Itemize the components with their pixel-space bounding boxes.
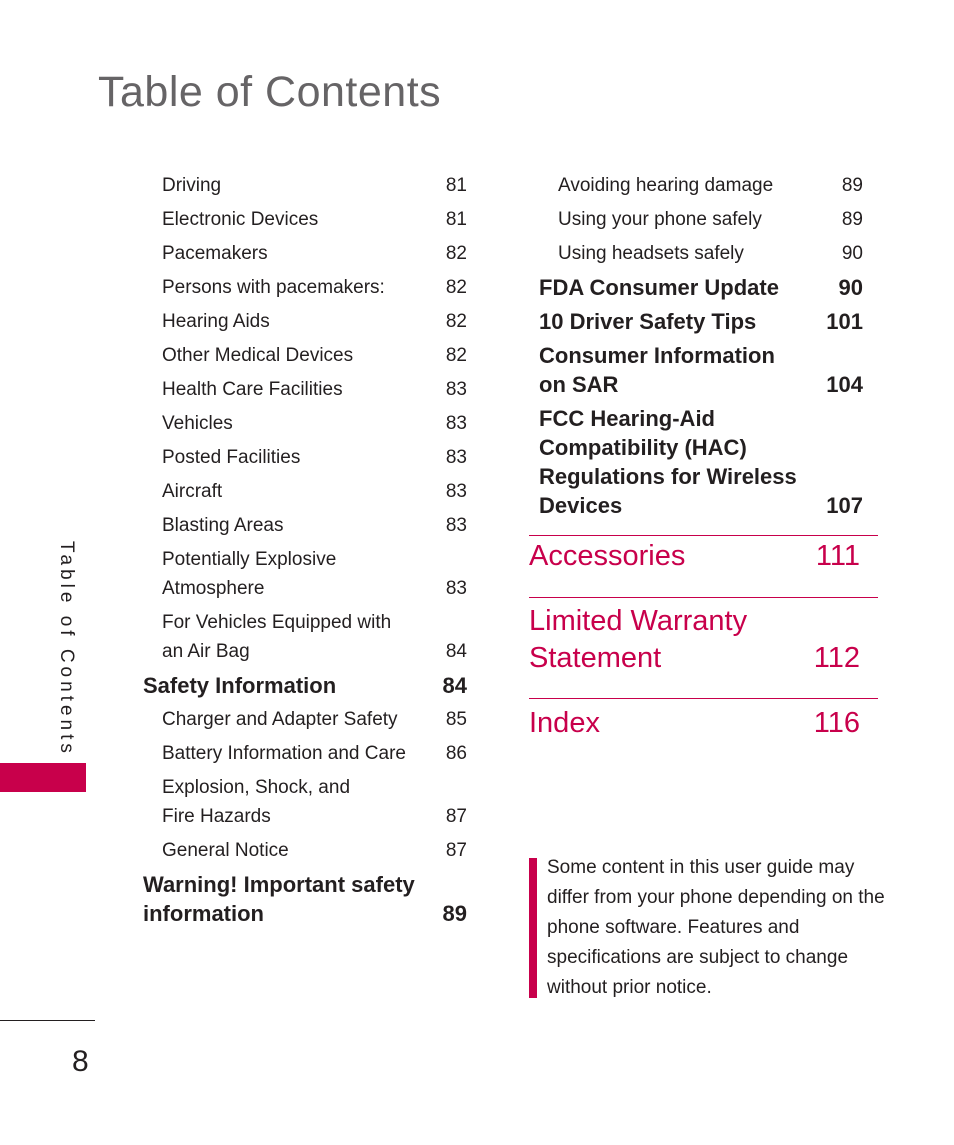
chapter-label: Accessories — [529, 540, 686, 572]
toc-entry-page: 83 — [445, 515, 467, 536]
toc-entry-label: Explosion, Shock, and Fire Hazards — [162, 777, 351, 827]
toc-entry-label: FDA Consumer Update — [539, 275, 779, 300]
toc-entry[interactable] — [143, 307, 467, 336]
toc-entry-label: General Notice — [162, 840, 289, 861]
toc-entry-label: Avoiding hearing damage — [558, 175, 774, 196]
toc-right-column — [539, 166, 863, 525]
toc-entry-page: 82 — [445, 243, 467, 264]
page-number: 8 — [72, 1045, 89, 1078]
toc-entry-page: 82 — [445, 345, 467, 366]
toc-entry[interactable] — [143, 409, 467, 438]
toc-entry-page: 89 — [841, 175, 863, 196]
toc-entry-label: Potentially Explosive Atmosphere — [162, 549, 337, 599]
toc-entry-page: 107 — [826, 493, 863, 518]
toc-section-entry[interactable] — [143, 671, 467, 700]
toc-entry[interactable] — [143, 705, 467, 734]
chapter-label: Index — [529, 707, 600, 739]
toc-entry-page: 90 — [838, 275, 863, 300]
toc-entry-page: 90 — [841, 243, 863, 264]
toc-entry-label: FCC Hearing-Aid Compatibility (HAC) Regulations for Wireless Devices — [539, 406, 797, 518]
chapter-page: 111 — [815, 540, 860, 572]
toc-entry-page: 83 — [445, 578, 467, 599]
chapter-limited-warranty[interactable] — [529, 603, 878, 677]
toc-entry[interactable] — [143, 773, 467, 831]
toc-entry-label: Other Medical Devices — [162, 345, 354, 366]
toc-entry-label: Safety Information — [143, 673, 337, 698]
toc-entry-page: 83 — [445, 481, 467, 502]
toc-entry-page: 81 — [445, 209, 467, 230]
toc-entry-label: Charger and Adapter Safety — [162, 709, 398, 730]
chapter-accessories[interactable] — [529, 538, 878, 575]
toc-entry-label: Aircraft — [162, 481, 223, 502]
toc-entry[interactable] — [143, 205, 467, 234]
toc-entry-page: 101 — [826, 309, 863, 334]
toc-entry-label: 10 Driver Safety Tips — [539, 309, 757, 334]
chapter-index[interactable] — [529, 705, 878, 742]
section-divider — [529, 535, 878, 536]
toc-entry-label: Using your phone safely — [558, 209, 762, 230]
section-divider — [529, 698, 878, 699]
side-section-tab — [0, 763, 86, 792]
toc-entry-label: Health Care Facilities — [162, 379, 343, 400]
toc-entry[interactable] — [143, 545, 467, 603]
toc-entry-page: 81 — [445, 175, 467, 196]
toc-entry-page: 84 — [442, 673, 467, 698]
chapter-entry[interactable] — [529, 538, 878, 575]
toc-entry-label: For Vehicles Equipped with an Air Bag — [162, 612, 392, 662]
toc-entry[interactable] — [143, 273, 467, 302]
footer-divider — [0, 1020, 95, 1021]
toc-entry-label: Persons with pacemakers: — [162, 277, 385, 298]
toc-entry[interactable] — [143, 239, 467, 268]
toc-entry[interactable] — [143, 836, 467, 865]
toc-entry-page: 82 — [445, 311, 467, 332]
toc-entry-page: 89 — [442, 901, 467, 926]
toc-entry-label: Driving — [162, 175, 222, 196]
toc-section-entry[interactable] — [539, 307, 863, 336]
toc-entry[interactable] — [143, 341, 467, 370]
chapter-label: Limited Warranty Statement — [529, 605, 748, 674]
toc-entry[interactable] — [143, 739, 467, 768]
chapter-page: 116 — [813, 707, 860, 739]
toc-entry-page: 83 — [445, 447, 467, 468]
toc-entry-label: Consumer Information on SAR — [539, 343, 775, 397]
toc-entry-page: 104 — [826, 372, 863, 397]
toc-entry-label: Blasting Areas — [162, 515, 284, 536]
toc-entry[interactable] — [539, 171, 863, 200]
toc-entry-page: 83 — [445, 379, 467, 400]
toc-entry-page: 82 — [445, 277, 467, 298]
toc-section-entry[interactable] — [539, 273, 863, 302]
toc-entry-page: 85 — [445, 709, 467, 730]
toc-entry[interactable] — [143, 443, 467, 472]
toc-entry-page: 84 — [445, 641, 467, 662]
toc-left-column — [143, 166, 467, 933]
toc-entry-label: Warning! Important safety information — [143, 872, 415, 926]
section-divider — [529, 597, 878, 598]
toc-entry-page: 86 — [445, 743, 467, 764]
toc-entry[interactable] — [143, 477, 467, 506]
toc-entry-label: Using headsets safely — [558, 243, 744, 264]
page-title: Table of Contents — [98, 68, 442, 116]
toc-entry-label: Pacemakers — [162, 243, 268, 264]
toc-entry-page: 87 — [445, 806, 467, 827]
toc-entry-label: Hearing Aids — [162, 311, 270, 332]
toc-entry[interactable] — [143, 511, 467, 540]
chapter-entry[interactable] — [529, 705, 878, 742]
toc-section-entry[interactable] — [143, 870, 467, 928]
toc-entry-label: Posted Facilities — [162, 447, 301, 468]
toc-section-entry[interactable] — [539, 341, 863, 399]
toc-entry-label: Vehicles — [162, 413, 233, 434]
toc-entry[interactable] — [539, 239, 863, 268]
toc-entry-page: 89 — [841, 209, 863, 230]
chapter-page: 112 — [813, 642, 860, 674]
chapter-entry[interactable] — [529, 603, 878, 677]
toc-entry[interactable] — [143, 375, 467, 404]
toc-entry-label: Battery Information and Care — [162, 743, 406, 764]
toc-entry[interactable] — [143, 171, 467, 200]
disclaimer-note: Some content in this user guide may differ from your phone depending on the phone software. Features and specifications are subject to change without prior notice. — [547, 857, 885, 998]
toc-entry-label: Electronic Devices — [162, 209, 319, 230]
toc-entry-page: 83 — [445, 413, 467, 434]
side-section-label: Table of Contents — [56, 541, 77, 757]
note-accent-bar — [529, 858, 537, 998]
toc-entry[interactable] — [539, 205, 863, 234]
toc-entry[interactable] — [143, 608, 467, 666]
toc-section-entry[interactable] — [539, 404, 863, 520]
toc-entry-page: 87 — [445, 840, 467, 861]
